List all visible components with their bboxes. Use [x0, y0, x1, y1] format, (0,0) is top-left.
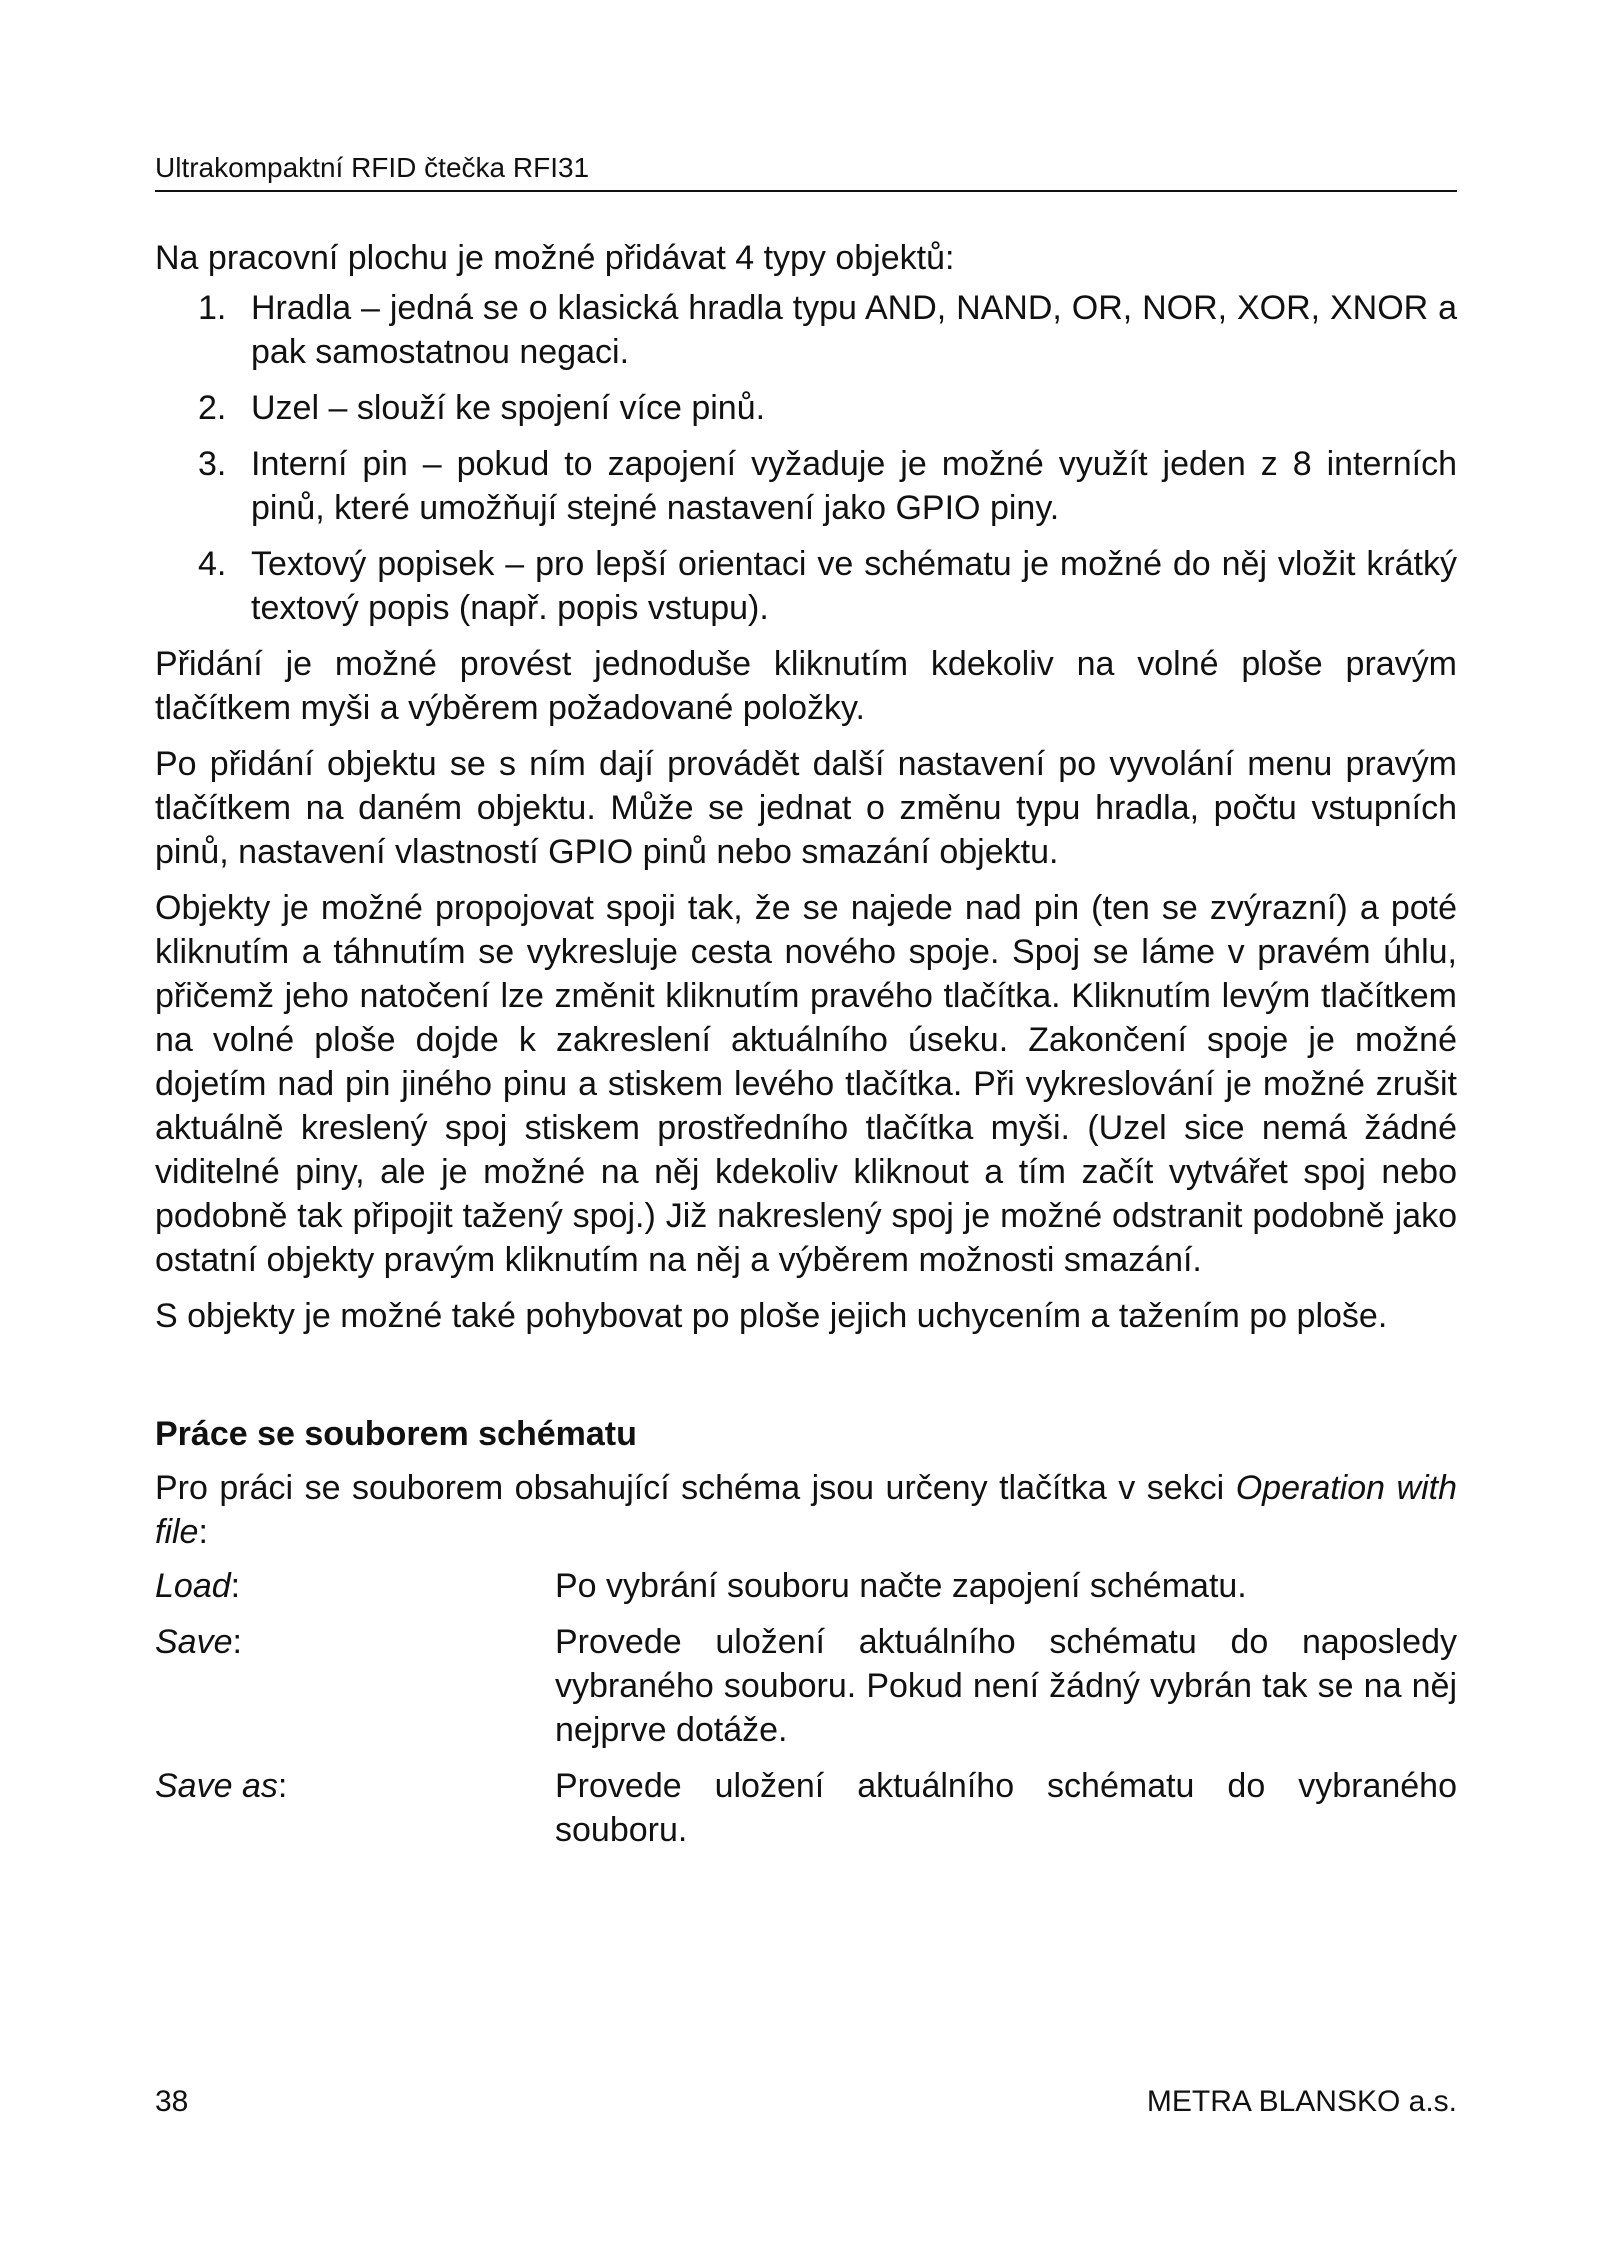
definition-description: Provede uložení aktuálního schématu do vybraného souboru. [555, 1767, 1457, 1849]
list-number: 4. [198, 545, 227, 583]
list-text: Interní pin – pokud to zapojení vyžaduje je možné využít jeden z 8 interních pinů, které umožňují stejné nastavení jako GPIO piny. [251, 445, 1457, 527]
list-number: 3. [198, 445, 227, 483]
section-heading: Práce se souborem schématu [155, 1415, 637, 1453]
term-label: Save as [155, 1767, 278, 1805]
definition-description: Provede uložení aktuálního schématu do naposledy vybraného souboru. Pokud není žádný vybrán tak se na něj nejprve dotáže. [555, 1623, 1457, 1749]
section-intro-suffix: : [198, 1513, 208, 1551]
list-item [155, 386, 1457, 430]
list-number: 2. [198, 389, 227, 427]
page-footer [155, 2082, 1457, 2122]
page-number: 38 [155, 2085, 189, 2118]
term-label: Load [155, 1567, 231, 1605]
section-intro [155, 1466, 1457, 1554]
document-page [155, 150, 1457, 2190]
list-item [155, 442, 1457, 530]
object-types-list [155, 286, 1457, 630]
definition-term [155, 1764, 555, 1852]
term-colon: : [232, 1623, 242, 1661]
term-label: Save [155, 1623, 233, 1661]
definition-description: Po vybrání souboru načte zapojení schématu. [555, 1567, 1247, 1605]
paragraph-settings: Po přidání objektu se s ním dají provádět další nastavení po vyvolání menu pravým tlačítkem na daném objektu. Může se jednat o změnu typu hradla, počtu vstupních pinů, nastavení vlastností GPIO pinů nebo smazání objektu. [155, 745, 1457, 871]
term-colon: : [230, 1567, 241, 1605]
list-item [155, 286, 1457, 374]
paragraph-adding: Přidání je možné provést jednoduše kliknutím kdekoliv na volné ploše pravým tlačítkem myši a výběrem požadované položky. [155, 645, 1457, 727]
intro-paragraph: Na pracovní plochu je možné přidávat 4 typy objektů: [155, 239, 955, 277]
definition-row [155, 1764, 1457, 1852]
paragraph-connections: Objekty je možné propojovat spoji tak, že se najede nad pin (ten se zvýrazní) a poté kliknutím a táhnutím se vykresluje cesta nového spoje. Spoj se láme v pravém úhlu, přičemž jeho natočení lze změnit kliknutím pravého tlačítka. Kliknutím levým tlačítkem na volné ploše dojde k zakreslení aktuálního úseku. Zakončení spoje je možné dojetím nad pin jiného pinu a stiskem levého tlačítka. Při vykreslování je možné zrušit aktuálně kreslený spoj stiskem prostředního tlačítka myši. (Uzel sice nemá žádné viditelné piny, ale je možné na něj kdekoliv kliknout a tím začít vytvářet spoj nebo podobně tak připojit tažený spoj.) Již nakreslený spoj je možné odstranit podobně jako ostatní objekty pravým kliknutím na něj a výběrem možnosti smazání. [155, 889, 1457, 1279]
company-name: METRA BLANSKO a.s. [1146, 2085, 1457, 2118]
list-text: Uzel – slouží ke spojení více pinů. [251, 389, 766, 427]
definition-term [155, 1564, 555, 1608]
list-item [155, 542, 1457, 630]
list-number: 1. [198, 289, 227, 327]
term-colon: : [277, 1767, 288, 1805]
running-header: Ultrakompaktní RFID čtečka RFI31 [155, 150, 1457, 192]
section-intro-text: Pro práci se souborem obsahující schéma jsou určeny tlačítka v sekci [155, 1469, 1225, 1507]
paragraph-moving: S objekty je možné také pohybovat po ploše jejich uchycením a tažením po ploše. [155, 1297, 1388, 1335]
definition-row [155, 1564, 1457, 1608]
definition-list [155, 1564, 1457, 1852]
definition-term [155, 1620, 555, 1752]
body-text [155, 236, 1457, 1852]
list-text: Hradla – jedná se o klasická hradla typu AND, NAND, OR, NOR, XOR, XNOR a pak samostatnou negaci. [251, 289, 1457, 371]
list-text: Textový popisek – pro lepší orientaci ve schématu je možné do něj vložit krátký textový popis (např. popis vstupu). [251, 545, 1457, 627]
section-intro-italic: Operation with file [155, 1469, 1457, 1551]
definition-row [155, 1620, 1457, 1752]
